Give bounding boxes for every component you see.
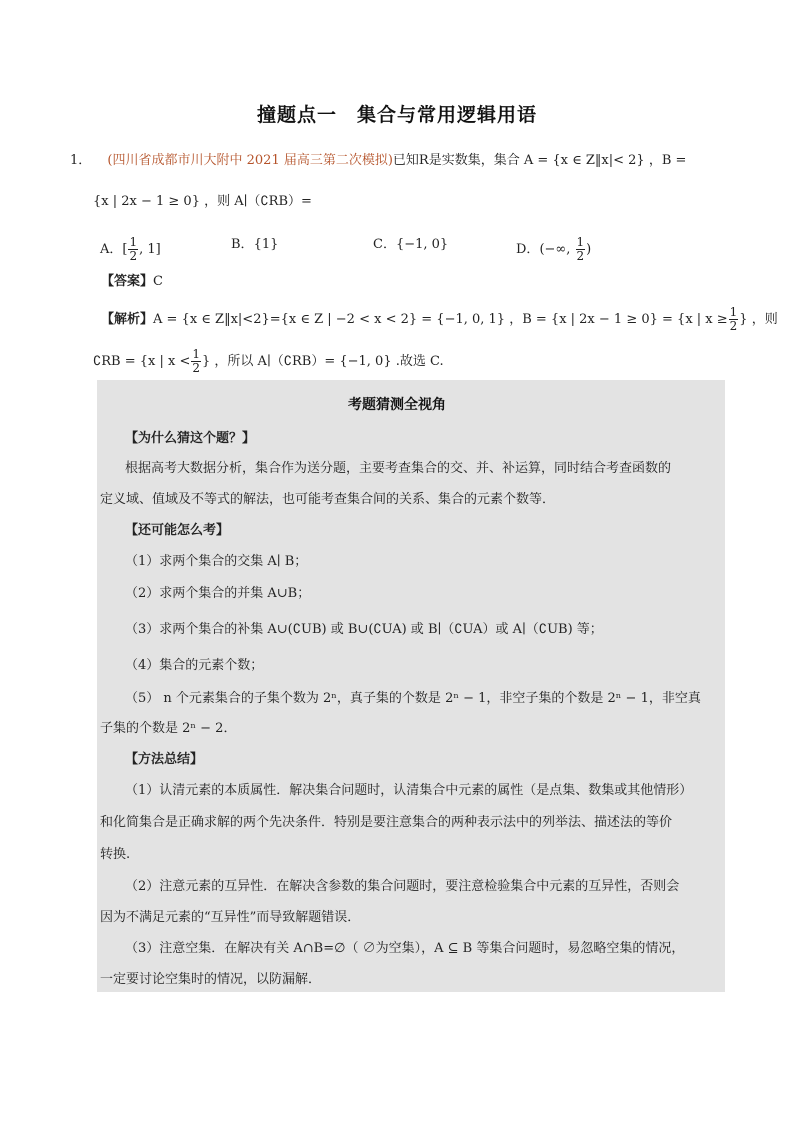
question-stem-2: {x | 2x − 1 ≥ 0} ，则 A∣（∁RB）= [93,194,312,209]
fraction: $\frac{1}{2}$ [129,235,138,263]
why-heading: 【为什么猜这个题？】 [125,431,256,446]
method-1a: （1）认清元素的本质属性．解决集合问题时，认清集合中元素的属性（是点集、数集或其他情形） [125,783,693,798]
how-item-2: （2）求两个集合的并集 A∪B； [125,586,311,601]
why-text-2: 定义域、值域及不等式的解法，也可能考查集合间的关系、集合的元素个数等． [100,492,556,507]
page-title: 撞题点一 集合与常用逻辑用语 [256,104,537,126]
method-2a: （2）注意元素的互异性．在解决含参数的集合问题时，要注意检验集合中元素的互异性，否则会 [125,879,680,894]
option-b: B．{1} [231,237,279,252]
how-item-4: （4）集合的元素个数； [125,658,264,673]
how-item-3: （3）求两个集合的补集 A∪(∁UB) 或 B∪(∁UA) 或 B∣（∁UA）或 A∣（∁UB) 等； [125,622,603,637]
fraction: $\frac{1}{2}$ [576,235,585,263]
method-2b: 因为不满足元素的“互异性”而导致解题错误． [100,910,361,925]
fraction: $\frac{1}{2}$ [192,347,201,375]
box-title: 考题猜测全视角 [348,397,446,413]
how-item-1: （1）求两个集合的交集 A∣ B； [125,554,308,569]
option-a: A．[ $\frac{1}{2}$ , 1] [100,235,161,263]
question-line-1 [70,152,686,170]
method-3a: （3）注意空集．在解决有关 A∩B=∅（ ∅为空集），A ⊆ B 等集合问题时，易忽略空集的情况， [125,941,685,956]
answer-label: 【答案】 [101,274,154,289]
analysis-line-2: ∁RB = {x | x < $\frac{1}{2}$ } ，所以 A∣（∁RB）= {−1, 0} .故选 C. [93,347,444,375]
question-stem-1: 已知R是实数集，集合 A = {x ∈ Z‖x|< 2} ，B = [392,153,687,168]
question-number: 1． [70,153,92,168]
option-c: C．{−1, 0} [373,237,449,252]
method-heading: 【方法总结】 [125,752,204,767]
analysis-line-1: 【解析】A = {x ∈ Z‖x|<2}={x ∈ Z | −2 < x < 2} = {−1, 0, 1} ，B = {x | 2x − 1 ≥ 0} = {x | x ≥ $\frac{1}{2}$ } ，则 [101,305,778,333]
how-item-5a: （5） n 个元素集合的子集个数为 2ⁿ，真子集的个数是 2ⁿ − 1，非空子集的个数是 2ⁿ − 1，非空真 [125,691,701,706]
why-text-1: 根据高考大数据分析，集合作为送分题，主要考查集合的交、并、补运算，同时结合考查函数的 [125,461,672,476]
method-3b: 一定要讨论空集时的情况，以防漏解． [100,972,322,987]
method-1b: 和化简集合是正确求解的两个先决条件．特别是要注意集合的两种表示法中的列举法、描述法的等价 [100,815,673,830]
question-source: (四川省成都市川大附中 2021 届高三第二次模拟) [107,153,393,168]
option-d: D．(−∞, $\frac{1}{2}$ ) [516,235,592,263]
answer-line [101,273,163,291]
fraction: $\frac{1}{2}$ [729,305,738,333]
how-item-5b: 子集的个数是 2ⁿ − 2． [100,721,237,736]
answer-value: C [153,274,163,289]
analysis-label: 【解析】 [101,312,154,327]
method-1c: 转换. [100,847,131,862]
how-heading: 【还可能怎么考】 [125,523,230,538]
